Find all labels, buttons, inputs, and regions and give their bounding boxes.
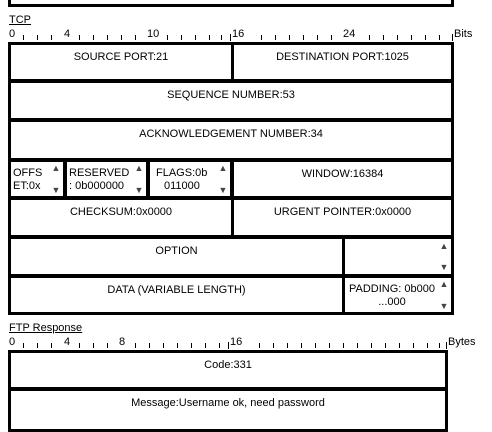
ruler-tick: [37, 343, 38, 348]
offset-field[interactable]: [8, 159, 66, 199]
ruler-end: [452, 34, 453, 41]
ruler-tick: [261, 35, 262, 40]
ruler-unit-bits: Bits: [454, 28, 473, 40]
source-port-field: [8, 42, 234, 82]
ruler-tick: [107, 343, 108, 348]
ack-number-label: ACKNOWLEDGEMENT NUMBER:34: [139, 128, 323, 140]
ruler-tick: [167, 35, 168, 40]
chevron-down-icon[interactable]: ▼: [439, 262, 449, 272]
padding-field[interactable]: [342, 275, 454, 315]
previous-section-box: [8, 0, 454, 7]
ruler-label-16: 16: [230, 336, 243, 348]
ruler-tick: [37, 35, 38, 40]
ruler-tick: [51, 343, 52, 348]
ruler-tick: [205, 343, 206, 348]
ftp-section-title: FTP Response: [9, 322, 83, 334]
ruler-midline: [228, 342, 229, 349]
ruler-label-8: 8: [119, 336, 126, 348]
ruler-tick: [219, 343, 220, 348]
flags-spinner[interactable]: [216, 162, 230, 196]
checksum-label: CHECKSUM:0x0000: [69, 206, 173, 218]
ruler-tick: [221, 35, 222, 40]
chevron-down-icon[interactable]: ▼: [134, 185, 144, 195]
padding-text: [349, 283, 447, 309]
reserved-line2: : 0b000000: [69, 180, 125, 192]
padding-spinner[interactable]: [437, 278, 451, 312]
ruler-tick: [331, 35, 332, 40]
ruler-tick: [411, 35, 412, 40]
padding-line1: PADDING: 0b000: [348, 283, 435, 295]
ruler-tick: [93, 343, 94, 348]
window-field: [231, 159, 454, 199]
option-label: OPTION: [155, 245, 198, 257]
ruler-tick: [107, 35, 108, 40]
ruler-tick: [275, 35, 276, 40]
ruler-tick: [315, 343, 316, 348]
ftp-byte-ruler: [9, 337, 489, 349]
ruler-tick: [397, 35, 398, 40]
source-port-label: SOURCE PORT:21: [73, 51, 169, 63]
sequence-number-label: SEQUENCE NUMBER:53: [167, 89, 295, 101]
ruler-unit-bytes: Bytes: [448, 336, 476, 348]
message-label: Message:Username ok, need password: [131, 397, 325, 409]
ruler-label-0: 0: [9, 28, 16, 40]
reserved-field[interactable]: [64, 159, 149, 199]
data-label: DATA (VARIABLE LENGTH): [107, 284, 246, 296]
sequence-number-field: [8, 80, 454, 121]
chevron-down-icon[interactable]: ▼: [218, 185, 228, 195]
ruler-tick: [273, 343, 274, 348]
ruler-tick: [303, 35, 304, 40]
chevron-up-icon[interactable]: ▲: [439, 241, 449, 251]
ruler-tick: [195, 35, 196, 40]
ruler-tick: [135, 35, 136, 40]
ruler-tick: [181, 35, 182, 40]
flags-line1: FLAGS:0b: [156, 167, 208, 179]
reserved-spinner[interactable]: [132, 162, 146, 196]
window-label: WINDOW:16384: [301, 168, 384, 180]
data-field: [8, 275, 345, 315]
padding-line2: ...000: [378, 296, 406, 308]
ruler-tick: [371, 343, 372, 348]
message-field: [8, 388, 448, 432]
ruler-tick: [425, 35, 426, 40]
ruler-tick: [343, 343, 344, 348]
ruler-tick: [23, 35, 24, 40]
urgent-pointer-label: URGENT POINTER:0x0000: [273, 206, 412, 218]
destination-port-label: DESTINATION PORT:1025: [276, 51, 409, 63]
reserved-line1: RESERVED: [69, 167, 130, 179]
ruler-label-0: 0: [9, 336, 16, 348]
ruler-tick: [329, 343, 330, 348]
option-field: [8, 236, 345, 277]
ruler-tick: [149, 343, 150, 348]
ruler-tick: [369, 35, 370, 40]
ruler-tick: [439, 343, 440, 348]
ruler-tick: [259, 343, 260, 348]
chevron-up-icon[interactable]: ▲: [51, 163, 61, 173]
code-field: [8, 350, 448, 390]
ruler-label-16: 16: [232, 28, 245, 40]
ruler-tick: [177, 343, 178, 348]
option-padding-spinner[interactable]: [437, 239, 451, 274]
ruler-tick: [317, 35, 318, 40]
ruler-midline: [230, 34, 231, 41]
ack-number-field: [8, 119, 454, 161]
ruler-label-10: 10: [147, 28, 160, 40]
ruler-tick: [51, 35, 52, 40]
urgent-pointer-field: [231, 197, 454, 238]
ruler-tick: [301, 343, 302, 348]
chevron-down-icon[interactable]: ▼: [439, 301, 449, 311]
ruler-tick: [79, 35, 80, 40]
tcp-bit-ruler: [9, 29, 489, 41]
ruler-tick: [191, 343, 192, 348]
destination-port-field: [231, 42, 454, 82]
ruler-tick: [121, 35, 122, 40]
ruler-tick: [383, 35, 384, 40]
ruler-label-24: 24: [343, 28, 356, 40]
ruler-label-4: 4: [64, 28, 71, 40]
code-label: Code:331: [204, 359, 252, 371]
tcp-section-title: TCP: [9, 14, 31, 26]
ruler-tick: [23, 343, 24, 348]
checksum-field: [8, 197, 234, 238]
ruler-tick: [413, 343, 414, 348]
ruler-tick: [287, 343, 288, 348]
ruler-tick: [93, 35, 94, 40]
flags-line2: 011000: [164, 180, 200, 192]
chevron-down-icon[interactable]: ▼: [51, 185, 61, 195]
option-padding-field[interactable]: [342, 236, 454, 277]
ruler-tick: [163, 343, 164, 348]
chevron-up-icon[interactable]: ▲: [218, 163, 228, 173]
offset-line1: OFFS: [13, 167, 43, 179]
ruler-tick: [135, 343, 136, 348]
chevron-up-icon[interactable]: ▲: [439, 279, 449, 289]
ruler-end: [446, 342, 447, 349]
offset-spinner[interactable]: [49, 162, 63, 196]
ruler-tick: [209, 35, 210, 40]
ruler-tick: [399, 343, 400, 348]
ruler-tick: [357, 343, 358, 348]
flags-field[interactable]: [147, 159, 233, 199]
ruler-tick: [289, 35, 290, 40]
ruler-tick: [439, 35, 440, 40]
ruler-tick: [385, 343, 386, 348]
flags-text: [150, 167, 221, 193]
ruler-tick: [427, 343, 428, 348]
ruler-tick: [79, 343, 80, 348]
chevron-up-icon[interactable]: ▲: [134, 163, 144, 173]
ruler-label-4: 4: [64, 336, 71, 348]
offset-line2: ET:0x: [13, 180, 41, 192]
